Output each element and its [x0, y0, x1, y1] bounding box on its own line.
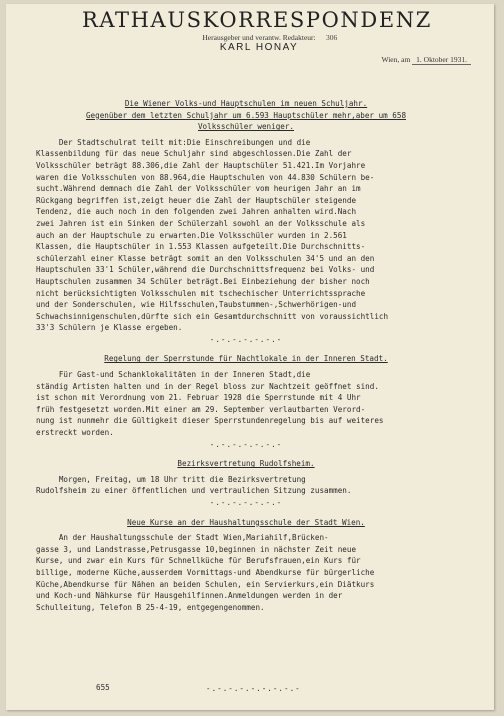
- article-headline: Bezirksvertretung Rudolfsheim.: [177, 459, 315, 469]
- body-line: sucht.Während demnach die Zahl der Volksschüler vom heurigen Jahr an im: [36, 184, 361, 194]
- footer-separator: -.-.-.-.-.-.-.-.-: [206, 684, 301, 693]
- article: [36, 98, 456, 353]
- body-line: Klassenbildung für das neue Schuljahr sind abgeschlossen.Die Zahl der: [36, 149, 352, 159]
- body-line: und Koch-und Nähkurse für Hausgehilfinnen.Anmeldungen werden in der: [36, 591, 343, 601]
- body-line: Morgen, Freitag, um 18 Uhr tritt die Bezirksvertretung: [36, 474, 306, 484]
- body-line: ständig Artisten halten und in der Regel bloss zur Nachtzeit geöffnet sind.: [36, 381, 379, 391]
- page-number: 655: [96, 683, 110, 692]
- body-line: zwei Jahren ist ein Sinken der Schülerzahl sowohl an der Volksschule als: [36, 218, 366, 228]
- body-line: ist schon mit Verordnung vom 21. Februar 1928 die Sperrstunde mit 4 Uhr: [36, 393, 361, 403]
- body-line: waren die Volksschulen von 88.964,die Hauptschulen von 44.830 Schülern be-: [36, 172, 375, 182]
- body-line: und der Sonderschulen, wie Hilfsschulen,Taubstummen-,Schwerhörigen-und: [36, 300, 357, 310]
- body-line: erstreckt worden.: [36, 428, 114, 438]
- body-line: Kurse, und zwar ein Kurs für Schnellküche für Berufsfrauen,ein Kurs für: [36, 556, 361, 566]
- article-headline: Neue Kurse an der Haushaltungsschule der Stadt Wien.: [127, 517, 365, 527]
- body-line: Hauptschulen zusammen 34 Schüler beträgt.Bei Einbeziehung der bisher noch: [36, 276, 370, 286]
- body-line: Klassen, die Hauptschüler in 1.553 Klassen aufgeteilt.Die Durchschnitts-: [36, 242, 366, 252]
- article: [36, 353, 456, 458]
- article: [36, 517, 456, 614]
- article-headline: Volksschüler weniger.: [197, 122, 294, 132]
- body-line: Volksschüler beträgt 88.306,die Zahl der Hauptschüler 51.421.Im Vorjahre: [36, 160, 366, 170]
- body-line: Der Stadtschulrat teilt mit:Die Einschreibungen und die: [36, 137, 311, 147]
- body-line: An der Haushaltungsschule der Stadt Wien,Mariahilf,Brücken-: [36, 533, 329, 543]
- body-line: früh festgesetzt worden.Mit einer am 29. September verlautbarten Verord-: [36, 404, 366, 414]
- article: [36, 458, 456, 516]
- body-line: Küche,Abendkurse für Nähen an beiden Schulen, ein Servierkurs,ein Diätkurs: [36, 579, 375, 589]
- article-headline: Die Wiener Volks-und Hauptschulen im neuen Schuljahr.: [124, 99, 368, 108]
- date-field: 1. Oktober 1931.: [412, 55, 471, 65]
- issue-number: 306: [326, 33, 338, 42]
- document-page: [6, 4, 494, 710]
- editor-name: KARL HONAY: [219, 42, 299, 53]
- section-separator: -.-.-.-.-.-.-: [209, 498, 283, 507]
- body-line: Hauptschulen 33'1 Schüler,während die Durchschnittsfrequenz bei Volks- und: [36, 265, 375, 275]
- article-body: [36, 98, 456, 613]
- body-line: Rückgang begriffen ist,zeigt heuer die Zahl der Hauptschüler steigende: [36, 195, 357, 205]
- body-line: schülerzahl einer Klasse beträgt somit an den Volksschulen 34'5 und an den: [36, 253, 375, 263]
- article-headline: Regelung der Sperrstunde für Nachtlokale in der Inneren Stadt.: [104, 354, 388, 364]
- body-line: nung ist nunmehr die Gültigkeit dieser Sperrstundenregelung bis auf weiteres: [36, 416, 384, 426]
- body-line: Schulleitung, Telefon B 25-4-19, entgegengenommen.: [36, 602, 265, 612]
- section-separator: -.-.-.-.-.-.-: [209, 334, 283, 344]
- body-line: nicht berücksichtigten Volksschulen mit tschechischer Unterrichtssprache: [36, 288, 366, 298]
- masthead-title: RATHAUSKORRESPONDENZ: [82, 8, 432, 32]
- body-line: gasse 3, und Landstrasse,Petrusgasse 10,beginnen in nächster Zeit neue: [36, 544, 357, 554]
- place-label: Wien, am: [381, 55, 411, 64]
- body-line: Tendenz, die auch noch in den folgenden zwei Jahren anhalten wird.Nach: [36, 207, 357, 217]
- section-separator: -.-.-.-.-.-.-: [209, 439, 283, 449]
- body-line: auch an der Hauptschule zu erwarten.Die Volksschüler wurden in 2.561: [36, 230, 347, 240]
- body-line: Rudolfsheim zu einer öffentlichen und vertraulichen Sitzung zusammen.: [36, 486, 352, 496]
- article-headline: Gegenüber dem letzten Schuljahr um 6.593 Hauptschüler mehr,aber um 658: [85, 110, 407, 120]
- body-line: Für Gast-und Schanklokalitäten in der Inneren Stadt,die: [36, 370, 311, 380]
- dateline: [261, 55, 471, 64]
- body-line: billige, moderne Küche,ausserdem Vormittags-und Abendkurse für bürgerliche: [36, 567, 375, 577]
- body-line: Schwachsinnigenschulen,dürfte sich ein Gesamtdurchschnitt von voraussichtlich: [36, 311, 389, 321]
- publisher-line: Herausgeber und verantw. Redakteur:: [202, 33, 316, 42]
- body-line: 33'3 Schülern je Klasse ergeben.: [36, 323, 183, 333]
